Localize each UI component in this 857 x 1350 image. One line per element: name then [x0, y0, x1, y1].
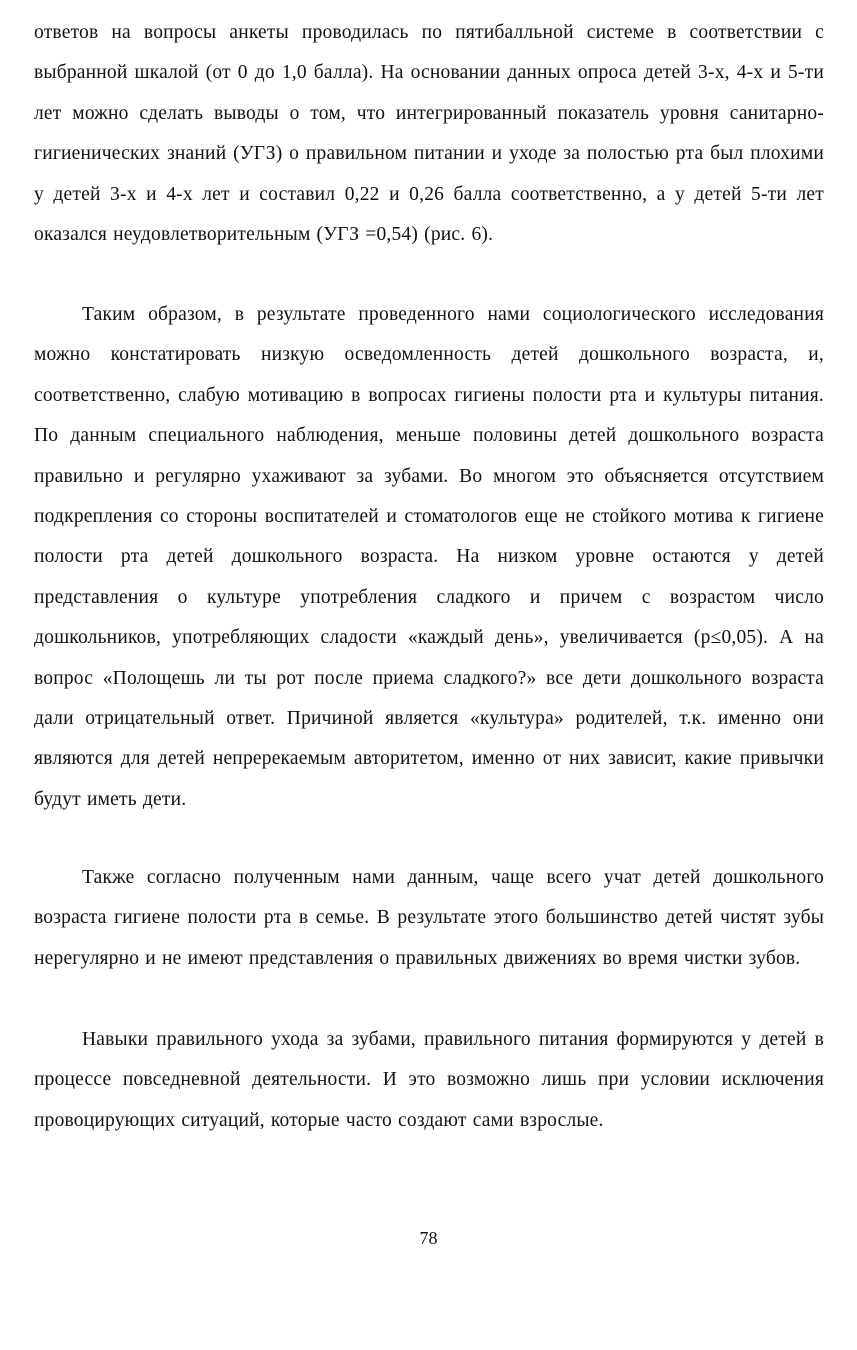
- page-number: 78: [419, 1228, 438, 1248]
- paragraph-conclusion: Таким образом, в результате проведенного нами социологического исследования можно констатировать низкую осведомленность детей дошкольного возраста, и, соответственно, слабую мотивацию в вопросах гигиены полости рта и культуры питания. По данным специального наблюдения, меньше половины детей дошкольного возраста правильно и регулярно ухаживают за зубами. Во многом это объясняется отсутствием подкрепления со стороны воспитателей и стоматологов еще не стойкого мотива к гигиене полости рта детей дошкольного возраста. На низком уровне остаются у детей представления о культуре употребления сладкого и причем с возрастом число дошкольников, употребляющих сладости «каждый день», увеличивается (p≤0,05). А на вопрос «Полощешь ли ты рот после приема сладкого?» все дети дошкольного возраста дали отрицательный ответ. Причиной является «культура» родителей, т.к. именно они являются для детей непререкаемым авторитетом, именно от них зависит, какие привычки будут иметь дети.: [34, 304, 824, 810]
- paragraph-continuation: ответов на вопросы анкеты проводилась по пятибалльной системе в соответствии с выбранной шкалой (от 0 до 1,0 балла). На основании данных опроса детей 3-х, 4-х и 5-ти лет можно сделать выводы о том, что интегрированный показатель уровня санитарно-гигиенических знаний (УГЗ) о правильном питании и уходе за полостью рта был плохими у детей 3-х и 4-х лет и составил 0,22 и 0,26 балла соответственно, а у детей 5-ти лет оказался неудовлетворительным (УГЗ =0,54) (рис. 6).: [34, 22, 824, 246]
- paragraph-habits: Навыки правильного ухода за зубами, правильного питания формируются у детей в процессе повседневной деятельности. И это возможно лишь при условии исключения провоцирующих ситуаций, которые часто создают сами взрослые.: [34, 1029, 824, 1131]
- paragraph-family-hygiene: Также согласно полученным нами данным, чаще всего учат детей дошкольного возраста гигиене полости рта в семье. В результате этого большинство детей чистят зубы нерегулярно и не имеют представления о правильных движениях во время чистки зубов.: [34, 867, 824, 969]
